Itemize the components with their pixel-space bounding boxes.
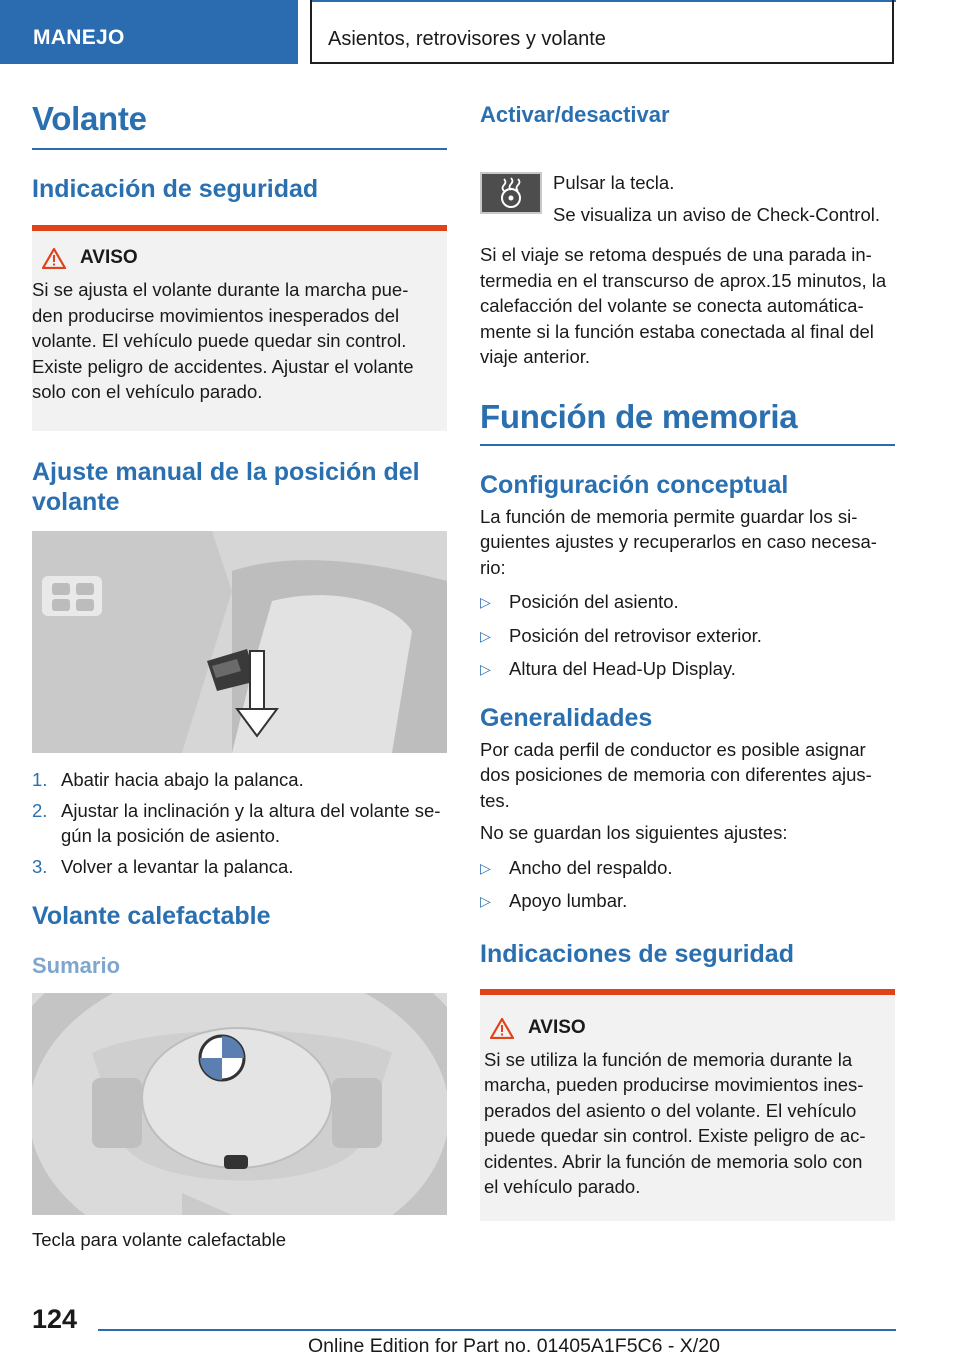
image-caption: Tecla para volante calefactable: [32, 1229, 287, 1250]
safety2-heading: Indicaciones de seguridad: [480, 939, 794, 968]
section-tab: [0, 0, 298, 64]
title-rule: [32, 148, 447, 150]
list-item: ▷ Posición del retrovisor exterior.: [480, 623, 895, 650]
warning-text: Si se ajusta el volante durante la marcha pueden producirse movimientos inesperados del volante. El vehículo puede quedar sin control. Existe peligro de accidentes. Ajustar el volante solo con el vehículo parado.: [32, 279, 414, 402]
heated-wheel-heading: Volante calefactable: [32, 902, 271, 930]
warning-title: [526, 1017, 881, 1039]
warning-label: AVISO: [528, 1016, 586, 1038]
memory-title: Función de memoria: [480, 397, 798, 435]
page-number: 124: [32, 1304, 78, 1334]
left-column: [32, 100, 447, 1253]
chapter-label: Asientos, retrovisores y volante: [328, 28, 606, 50]
list-item: 2. Ajustar la inclinación y la altura del volante según la posición de asiento.: [32, 799, 441, 846]
general-heading: Generalidades: [480, 703, 653, 732]
concept-paragraph: La función de memoria permite guardar los siguientes ajustes y recuperarlos en caso necesario:: [480, 505, 877, 578]
steering-wheel-drawing: [32, 993, 447, 1215]
safety-heading: Indicación de seguridad: [32, 175, 319, 203]
bullet-triangle-icon: ▷: [480, 893, 491, 909]
warning-triangle-icon: [490, 1017, 514, 1039]
press-key-text: Pulsar la tecla.: [553, 172, 675, 193]
warning-text: Si se utiliza la función de memoria durante la marcha, pueden producirse movimientos inesperados del asiento o del volante. El vehículo puede quedar sin control. Existe peligro de accidentes. Abrir la función de memoria solo con el vehículo parado.: [484, 1048, 866, 1197]
saved-settings-list: [480, 589, 895, 683]
warning-label: AVISO: [80, 247, 138, 268]
activate-heading: Activar/desactivar: [480, 102, 670, 127]
list-item: ▷ Posición del asiento.: [480, 589, 895, 616]
warning-title: [78, 247, 433, 269]
general-paragraph: Por cada perfil de conductor es posible asignar dos posiciones de memoria con diferentes ajustes.: [480, 738, 872, 811]
page-title: Volante: [32, 100, 147, 137]
manual-adjust-heading: Ajuste manual de la posición del volante: [32, 458, 420, 516]
summary-heading: Sumario: [32, 953, 121, 978]
concept-heading: Configuración conceptual: [480, 470, 789, 499]
key-instruction: [480, 130, 895, 225]
adjust-steps: [32, 767, 447, 879]
steering-wheel-illustration: [32, 993, 447, 1215]
section-label: MANEJO: [33, 26, 125, 49]
check-control-text: Se visualiza un aviso de Check-Control.: [553, 204, 880, 225]
right-column: [480, 102, 895, 1221]
warning-triangle-icon: [42, 247, 66, 269]
warning-box: [480, 989, 895, 1221]
not-saved-paragraph: No se guardan los siguientes ajustes:: [480, 822, 788, 843]
list-item: ▷ Altura del Head-Up Display.: [480, 656, 895, 683]
bullet-triangle-icon: ▷: [480, 594, 491, 610]
steering-column-drawing: [32, 531, 447, 753]
footer-rule: [98, 1329, 896, 1331]
bullet-triangle-icon: ▷: [480, 859, 491, 876]
list-item: ▷ Ancho del respaldo.: [480, 855, 895, 882]
steering-column-illustration: [32, 531, 447, 753]
memory-rule: [480, 444, 895, 446]
chapter-tab: [310, 0, 894, 64]
bullet-triangle-icon: ▷: [480, 661, 491, 677]
list-item: 1. Abatir hacia abajo la palanca.: [32, 769, 304, 790]
heated-wheel-key-icon: [480, 172, 542, 214]
bullet-triangle-icon: ▷: [480, 627, 491, 644]
not-saved-list: [480, 855, 895, 915]
resume-paragraph: Si el viaje se retoma después de una parada intermedia en el transcurso de aprox.15 minutos, la calefacción del volante se conecta automáticamente si la función estaba conectada al final del viaje anterior.: [480, 244, 887, 367]
edition-text: Online Edition for Part no. 01405A1F5C6 - X/20: [308, 1335, 720, 1357]
warning-box: [32, 225, 447, 431]
list-item: ▷ Apoyo lumbar.: [480, 888, 895, 915]
list-item: 3. Volver a levantar la palanca.: [32, 855, 294, 877]
